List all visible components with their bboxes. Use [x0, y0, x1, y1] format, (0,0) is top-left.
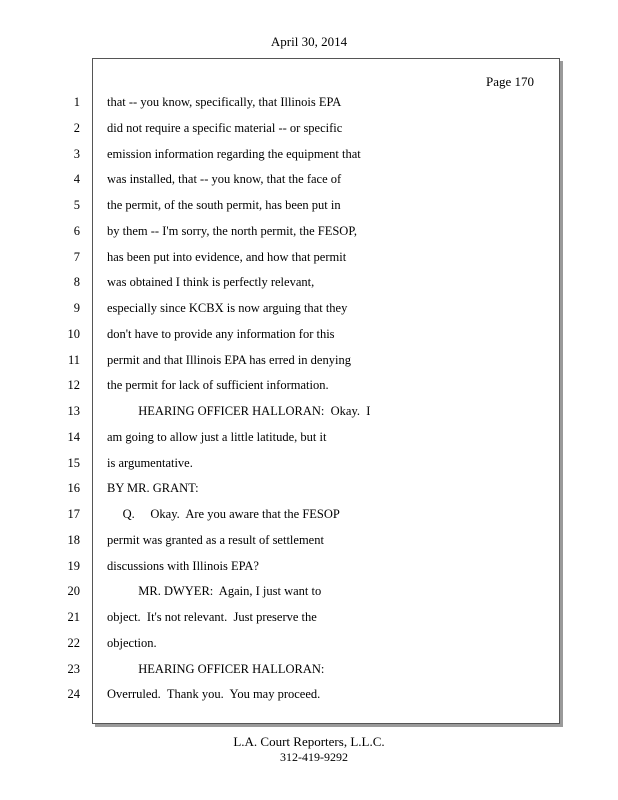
line-text: BY MR. GRANT:	[107, 481, 199, 495]
line-text: discussions with Illinois EPA?	[107, 559, 259, 573]
footer-company: L.A. Court Reporters, L.L.C.	[233, 734, 385, 749]
line-text: was obtained I think is perfectly relevant,	[107, 275, 315, 289]
line-number: 22	[67, 636, 80, 650]
line-text: is argumentative.	[107, 456, 193, 470]
line-text: don't have to provide any information for this	[107, 327, 335, 341]
line-text: HEARING OFFICER HALLORAN:	[107, 662, 325, 676]
line-text: has been put into evidence, and how that permit	[107, 250, 347, 264]
line-number: 24	[67, 687, 80, 701]
line-number: 8	[73, 275, 80, 289]
line-number: 18	[67, 533, 80, 547]
line-number: 23	[67, 662, 80, 676]
line-number: 9	[73, 301, 80, 315]
line-number: 19	[67, 559, 80, 573]
line-number: 17	[67, 507, 80, 521]
line-text: MR. DWYER: Again, I just want to	[107, 584, 322, 598]
line-number: 13	[67, 404, 80, 418]
line-text: that -- you know, specifically, that Illinois EPA	[107, 95, 342, 109]
line-text: especially since KCBX is now arguing that they	[107, 301, 348, 315]
line-text: Overruled. Thank you. You may proceed.	[107, 687, 321, 701]
line-text: HEARING OFFICER HALLORAN: Okay. I	[107, 404, 371, 418]
line-text: the permit for lack of sufficient information.	[107, 378, 329, 392]
line-number: 20	[67, 584, 80, 598]
line-text: am going to allow just a little latitude, but it	[107, 430, 327, 444]
line-number: 11	[67, 353, 80, 367]
line-number: 10	[67, 327, 80, 341]
line-number: 21	[67, 610, 80, 624]
line-number: 12	[67, 378, 80, 392]
line-text: by them -- I'm sorry, the north permit, the FESOP,	[107, 224, 358, 238]
line-text: objection.	[107, 636, 157, 650]
line-text: emission information regarding the equipment that	[107, 147, 361, 161]
line-number: 3	[73, 147, 80, 161]
line-number: 7	[73, 250, 80, 264]
line-number: 6	[73, 224, 80, 238]
line-number: 2	[73, 121, 80, 135]
line-text: did not require a specific material -- or specific	[107, 121, 343, 135]
line-number: 16	[67, 481, 80, 495]
line-text: permit and that Illinois EPA has erred in denying	[107, 353, 351, 367]
footer-phone: 312-419-9292	[280, 750, 348, 764]
header-date: April 30, 2014	[270, 34, 348, 49]
line-number: 15	[67, 456, 80, 470]
line-text: object. It's not relevant. Just preserve the	[107, 610, 317, 624]
line-text: Q. Okay. Are you aware that the FESOP	[107, 507, 340, 521]
line-number: 5	[73, 198, 80, 212]
line-text: permit was granted as a result of settlement	[107, 533, 324, 547]
line-number: 14	[67, 430, 80, 444]
line-text: the permit, of the south permit, has been put in	[107, 198, 341, 212]
line-number: 4	[73, 172, 80, 186]
line-number: 1	[73, 95, 80, 109]
line-text: was installed, that -- you know, that the face of	[107, 172, 342, 186]
page-number: Page 170	[486, 74, 535, 89]
